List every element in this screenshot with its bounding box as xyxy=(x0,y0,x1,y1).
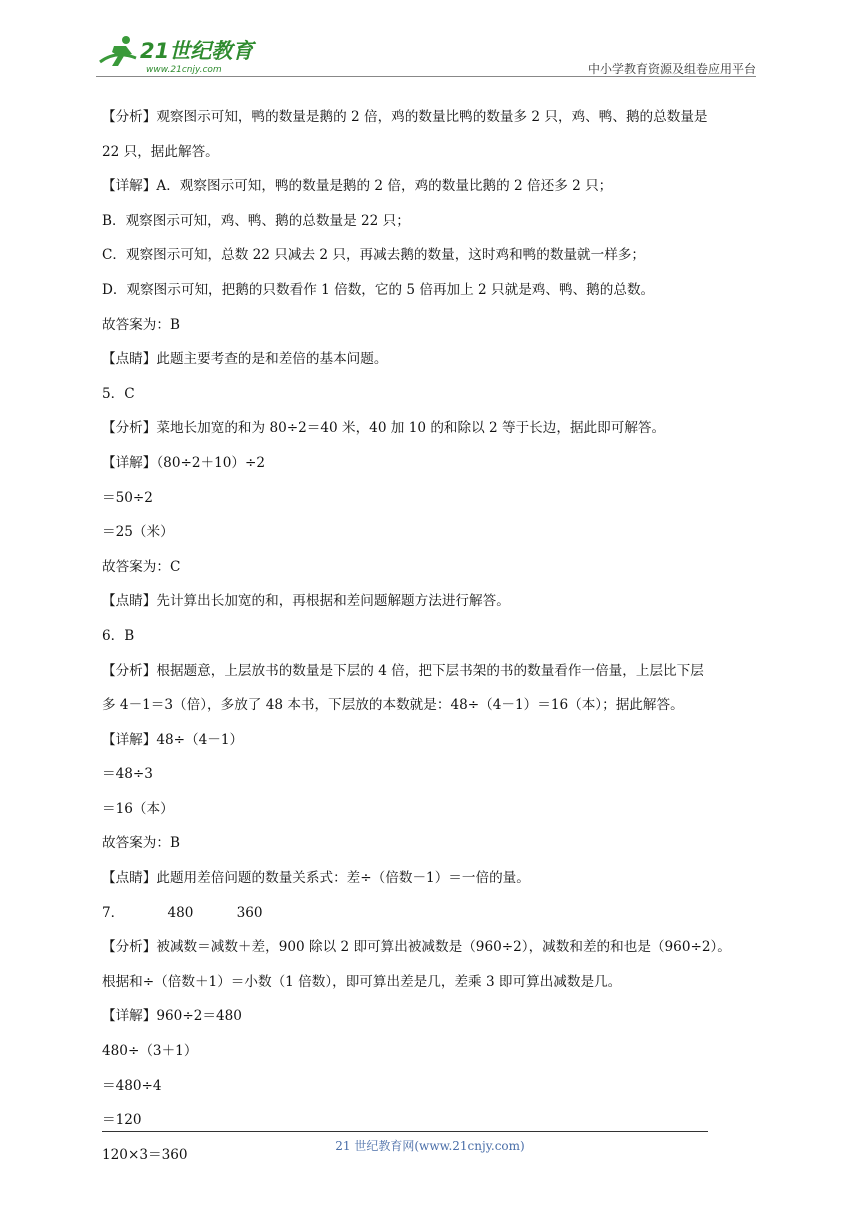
text-line: 480÷（3＋1） xyxy=(102,1043,198,1060)
text-line: 故答案为：B xyxy=(102,316,180,333)
text-line: ＝120 xyxy=(102,1112,142,1129)
logo xyxy=(96,32,266,76)
text-line: 【详解】960÷2＝480 xyxy=(102,1008,242,1025)
text-line: C．观察图示可知，总数 22 只减去 2 只，再减去鹅的数量，这时鸡和鸭的数量就一样多； xyxy=(102,247,646,264)
text-line: 【点睛】先计算出长加宽的和，再根据和差问题解题方法进行解答。 xyxy=(102,593,510,610)
text-line: ＝25（米） xyxy=(102,524,174,541)
text-line: ＝48÷3 xyxy=(102,766,153,783)
question-number: 7． 480 360 xyxy=(102,904,263,921)
logo-url: www.21cnjy.com xyxy=(146,65,222,75)
text-line: 故答案为：C xyxy=(102,558,181,575)
text-line: 22 只，据此解答。 xyxy=(102,143,219,160)
text-line: ＝16（本） xyxy=(102,800,174,817)
text-line: B．观察图示可知，鸡、鸭、鹅的总数量是 22 只； xyxy=(102,212,410,229)
text-line: 【分析】根据题意，上层放书的数量是下层的 4 倍，把下层书架的书的数量看作一倍量，上层比下层 xyxy=(102,662,704,679)
question-number: 5．C xyxy=(102,385,135,402)
text-line: 【点睛】此题主要考查的是和差倍的基本问题。 xyxy=(102,351,388,368)
footer-link[interactable]: 21 世纪教育网(www.21cnjy.com) xyxy=(335,1139,525,1153)
runner-icon xyxy=(100,36,136,66)
text-line: ＝480÷4 xyxy=(102,1077,162,1094)
document-body xyxy=(102,100,766,1172)
text-line: 多 4－1＝3（倍），多放了 48 本书，下层放的本数就是：48÷（4－1）＝16（本）；据此解答。 xyxy=(102,697,684,714)
site-name: 中小学教育资源及组卷应用平台 xyxy=(587,62,756,76)
text-line: D．观察图示可知，把鹅的只数看作 1 倍数，它的 5 倍再加上 2 只就是鸡、鸭、鹅的总数。 xyxy=(102,281,655,298)
text-line: 【点睛】此题用差倍问题的数量关系式：差÷（倍数－1）＝一倍的量。 xyxy=(102,870,530,887)
text-line: 【详解】A．观察图示可知，鸭的数量是鹅的 2 倍，鸡的数量比鹅的 2 倍还多 2 只； xyxy=(102,178,613,195)
logo-text: 21世纪教育 xyxy=(140,39,254,63)
text-line: 【详解】48÷（4－1） xyxy=(102,731,244,748)
page-header xyxy=(96,30,756,78)
text-line: 根据和÷（倍数＋1）＝小数（1 倍数），即可算出差是几，差乘 3 即可算出减数是几。 xyxy=(102,973,622,990)
question-number: 6．B xyxy=(102,627,135,644)
text-line: 【分析】菜地长加宽的和为 80÷2＝40 米，40 加 10 的和除以 2 等于长边，据此即可解答。 xyxy=(102,420,666,437)
text-line: 故答案为：B xyxy=(102,835,180,852)
text-line: ＝50÷2 xyxy=(102,489,153,506)
text-line: 【分析】观察图示可知，鸭的数量是鹅的 2 倍，鸡的数量比鸭的数量多 2 只，鸡、鸭、鹅的总数量是 xyxy=(102,109,708,125)
text-line: 120×3＝360 xyxy=(102,1146,188,1163)
footer-divider xyxy=(102,1131,708,1132)
text-line: 【分析】被减数＝减数＋差，900 除以 2 即可算出被减数是（960÷2），减数和差的和也是（960÷2）。 xyxy=(102,939,731,956)
header-divider xyxy=(96,76,756,77)
text-line: 【详解】（80÷2＋10）÷2 xyxy=(102,454,266,471)
